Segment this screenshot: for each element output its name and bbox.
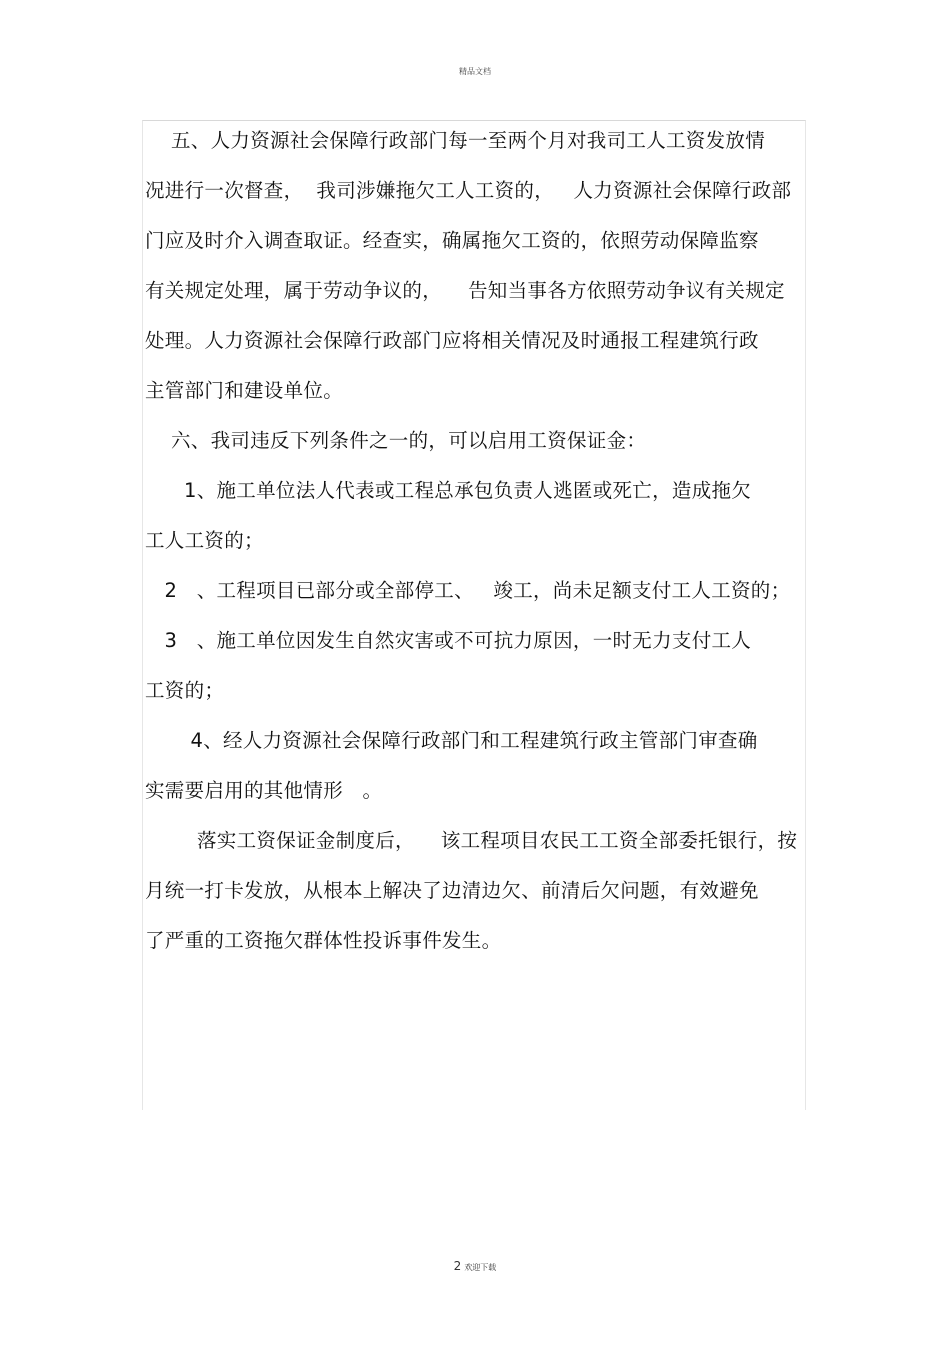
paragraph-line: 了严重的工资拖欠群体性投诉事件发生。 [145,929,502,952]
paragraph-line: 1、施工单位法人代表或工程总承包负责人逃匿或死亡，造成拖欠 [145,479,752,502]
paragraph-line: 4、经人力资源社会保障行政部门和工程建筑行政主管部门审查确 [145,729,758,752]
paragraph-line: 工资的； [145,679,225,702]
paragraph-line: 月统一打卡发放，从根本上解决了边清边欠、前清后欠问题，有效避免 [145,879,759,902]
paragraph-line: 处理。人力资源社会保障行政部门应将相关情况及时通报工程建筑行政 [145,329,759,352]
paragraph-line: 实需要启用的其他情形 。 [145,779,383,802]
paragraph-line: 有关规定处理，属于劳动争议的， 告知当事各方依照劳动争议有关规定 [145,279,785,302]
page-footer [0,1259,950,1273]
paragraph-line: 六、我司违反下列条件之一的，可以启用工资保证金： [145,429,647,452]
page-number: 2 [453,1259,462,1273]
page-header: 精品文档 [459,67,491,76]
paragraph-line: 3 、施工单位因发生自然灾害或不可抗力原因，一时无力支付工人 [145,629,752,652]
paragraph-line: 五、人力资源社会保障行政部门每一至两个月对我司工人工资发放情 [145,129,765,152]
paragraph-line: 落实工资保证金制度后， 该工程项目农民工工资全部委托银行，按 [145,829,798,852]
paragraph-line: 工人工资的； [145,529,264,552]
paragraph-line: 2 、工程项目已部分或全部停工、 竣工，尚未足额支付工人工资的； [145,579,791,602]
paragraph-line: 主管部门和建设单位。 [145,379,344,402]
footer-label: 欢迎下载 [464,1263,497,1272]
paragraph-line: 况进行一次督查， 我司涉嫌拖欠工人工资的， 人力资源社会保障行政部 [145,179,792,202]
content-frame [142,120,806,1110]
paragraph-line: 门应及时介入调查取证。经查实，确属拖欠工资的，依照劳动保障监察 [145,229,759,252]
